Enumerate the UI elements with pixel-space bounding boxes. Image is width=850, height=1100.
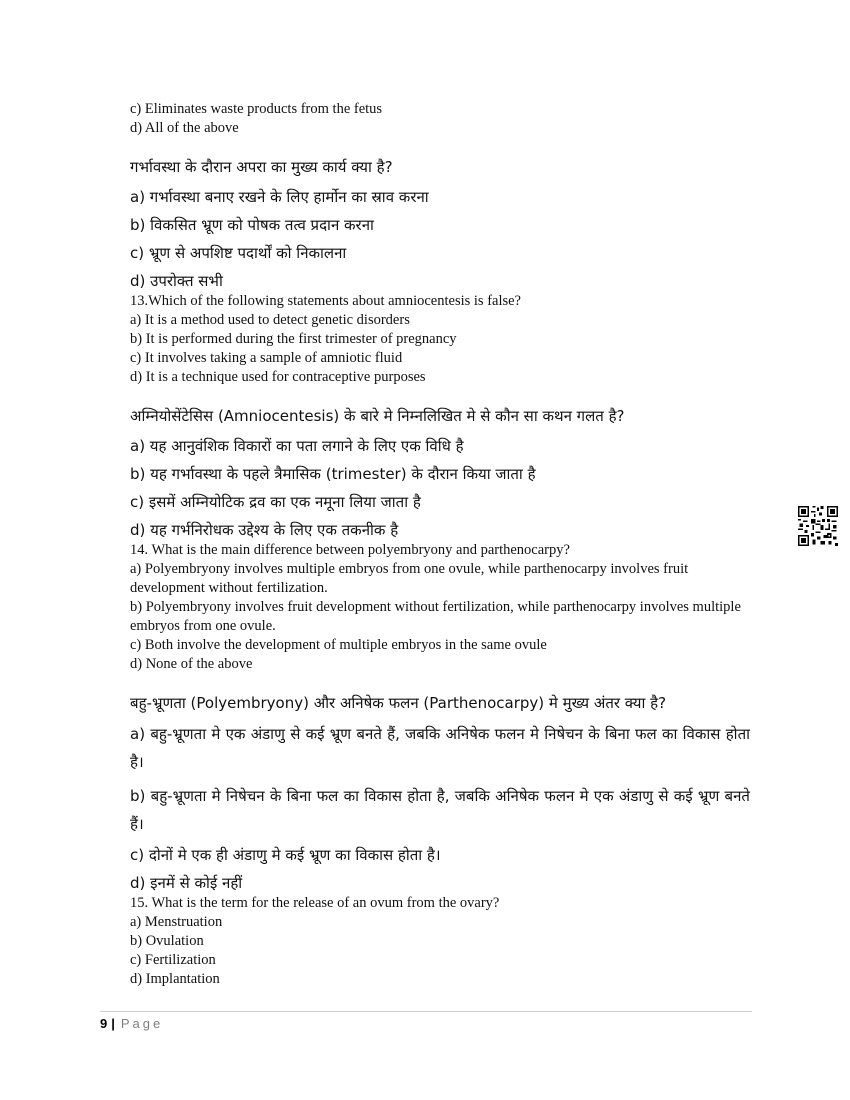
q14-question-en: 14. What is the main difference between polyembryony and parthenocarpy? [130,542,570,558]
footer-separator: | [111,1016,115,1031]
q13-option-d-hi: d) यह गर्भनिरोधक उद्देश्य के लिए एक तकनीक है [130,521,399,539]
q14-option-a-hi: a) बहु-भ्रूणता मे एक अंडाणु से कई भ्रूण बनते हैं, जबकि अनिषेक फलन मे निषेचन के बिना फल का विकास होता है। [130,725,750,771]
q15-option-a-en: a) Menstruation [130,914,223,930]
q12-option-a-hi: a) गर्भावस्था बनाए रखने के लिए हार्मोन का स्राव करना [130,188,429,206]
q12-option-c-hi: c) भ्रूण से अपशिष्ट पदार्थों को निकालना [130,244,347,262]
q12-option-b-hi: b) विकसित भ्रूण को पोषक तत्व प्रदान करना [130,216,374,234]
q14-option-b-hi: b) बहु-भ्रूणता मे निषेचन के बिना फल का विकास होता है, जबकि अनिषेक फलन मे एक अंडाणु से कई भ्रूण बनते हैं। [130,787,750,833]
q13-option-c-hi: c) इसमें अम्नियोटिक द्रव का एक नमूना लिया जाता है [130,493,421,511]
q12-option-d-hi: d) उपरोक्त सभी [130,272,223,290]
q15-option-d-en: d) Implantation [130,971,220,987]
q15-option-c-en: c) Fertilization [130,952,216,968]
q14-option-a-en: a) Polyembryony involves multiple embryos from one ovule, while parthenocarpy involves fruit development without fertilization. [130,561,689,596]
q14-option-c-en: c) Both involve the development of multiple embryos in the same ovule [130,637,547,653]
q14-question-hi: बहु-भ्रूणता (Polyembryony) और अनिषेक फलन (Parthenocarpy) मे मुख्य अंतर क्या है? [130,694,667,712]
q14-option-c-hi: c) दोनों मे एक ही अंडाणु मे कई भ्रूण का विकास होता है। [130,846,441,864]
page-number: 9 [100,1016,108,1031]
q13-option-a-en: a) It is a method used to detect genetic disorders [130,312,410,328]
q13-option-a-hi: a) यह आनुवंशिक विकारों का पता लगाने के लिए एक विधि है [130,437,464,455]
q14-option-b-en: b) Polyembryony involves fruit development without fertilization, while parthenocarpy involves multiple embryos from one ovule. [130,599,741,634]
q13-question-hi: अम्नियोसेंटेसिस (Amniocentesis) के बारे मे निम्नलिखित मे से कौन सा कथन गलत है? [130,407,625,425]
q15-question-en: 15. What is the term for the release of an ovum from the ovary? [130,895,500,911]
q13-option-b-hi: b) यह गर्भावस्था के पहले त्रैमासिक (trimester) के दौरान किया जाता है [130,465,536,483]
page-content [130,100,750,989]
q13-question-en: 13.Which of the following statements about amniocentesis is false? [130,293,521,309]
q12-option-d-en: d) All of the above [130,120,239,136]
q13-option-c-en: c) It involves taking a sample of amniotic fluid [130,350,403,366]
q14-option-d-en: d) None of the above [130,656,253,672]
q13-option-b-en: b) It is performed during the first trimester of pregnancy [130,331,457,347]
page-label: Page [120,1016,164,1031]
q15-option-b-en: b) Ovulation [130,933,204,949]
q12-question-hi: गर्भावस्था के दौरान अपरा का मुख्य कार्य क्या है? [130,158,393,176]
q12-option-c-en: c) Eliminates waste products from the fetus [130,101,383,117]
q13-option-d-en: d) It is a technique used for contraceptive purposes [130,369,426,385]
q14-option-d-hi: d) इनमें से कोई नहीं [130,874,243,892]
footer-rule [100,1011,752,1012]
page-footer [100,1016,163,1031]
qr-code-icon [798,506,838,546]
